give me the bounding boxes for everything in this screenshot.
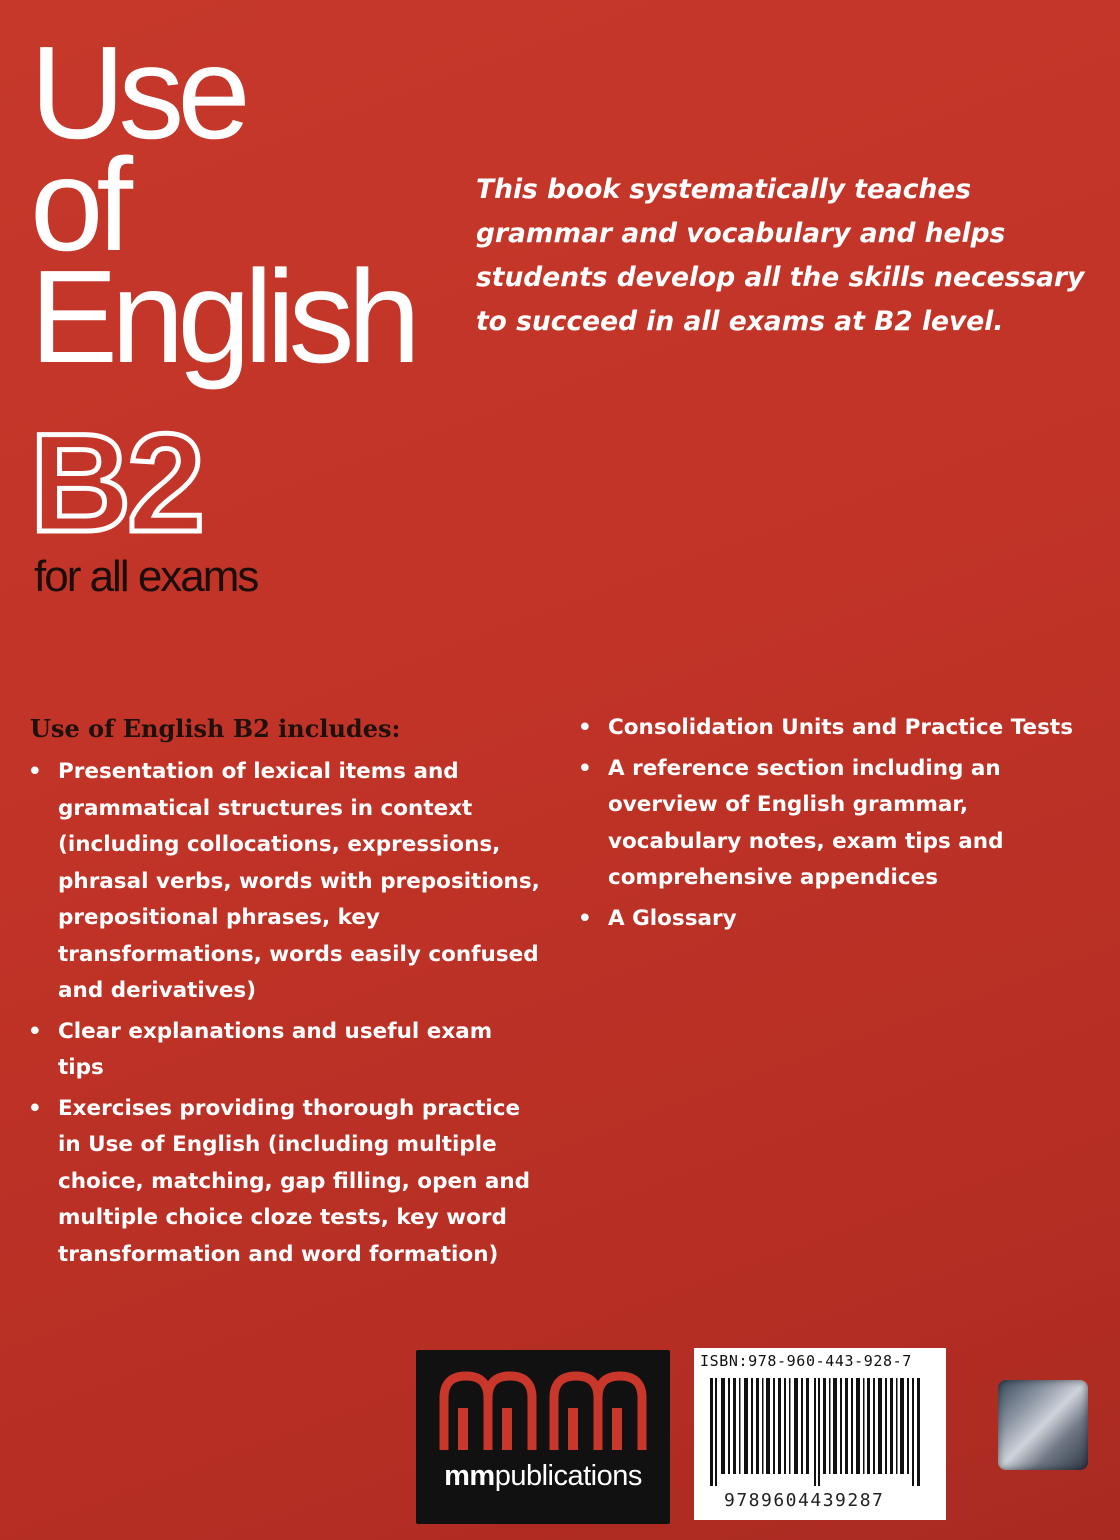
list-item: • A Glossary — [608, 901, 1078, 938]
title-line-use: Use — [30, 19, 244, 166]
security-hologram-icon — [998, 1380, 1088, 1470]
includes-list-right — [608, 710, 1078, 941]
publisher-logo — [416, 1350, 670, 1524]
list-item: • Presentation of lexical items and grammatical structures in context (including collocations, expressions, phrasal verbs, words with prepositions, prepositional phrases, key transformations, words easily confused and derivatives) — [58, 754, 544, 1010]
barcode-icon — [708, 1378, 932, 1486]
open-book-arches-icon — [436, 1368, 650, 1454]
book-blurb: This book systematically teaches grammar and vocabulary and helps students develop all the skills necessary to succeed in all exams at B2 level. — [476, 174, 1085, 337]
title-line-english: English — [30, 243, 414, 390]
barcode-digits: 9789604439287 — [724, 1490, 885, 1511]
barcode-label — [694, 1348, 946, 1520]
includes-heading: Use of English B2 includes: — [30, 714, 401, 743]
publisher-name — [416, 1460, 670, 1493]
level-badge: B2 — [30, 404, 201, 561]
publisher-name-bold: mm — [444, 1460, 495, 1492]
cover-subtitle: for all exams — [34, 552, 258, 601]
list-item: • Clear explanations and useful exam tips — [58, 1014, 544, 1087]
list-item: • Exercises providing thorough practice in Use of English (including multiple choice, matching, gap filling, open and multiple choice cloze tests, key word transformation and word formation) — [58, 1091, 544, 1274]
publisher-name-rest: publications — [494, 1460, 642, 1492]
title-line-of: of — [30, 131, 127, 278]
includes-list-left — [58, 754, 544, 1277]
isbn-text: ISBN:978-960-443-928-7 — [700, 1352, 912, 1370]
list-item: • Consolidation Units and Practice Tests — [608, 710, 1078, 747]
list-item: • A reference section including an overview of English grammar, vocabulary notes, exam tips and comprehensive appendices — [608, 751, 1078, 897]
